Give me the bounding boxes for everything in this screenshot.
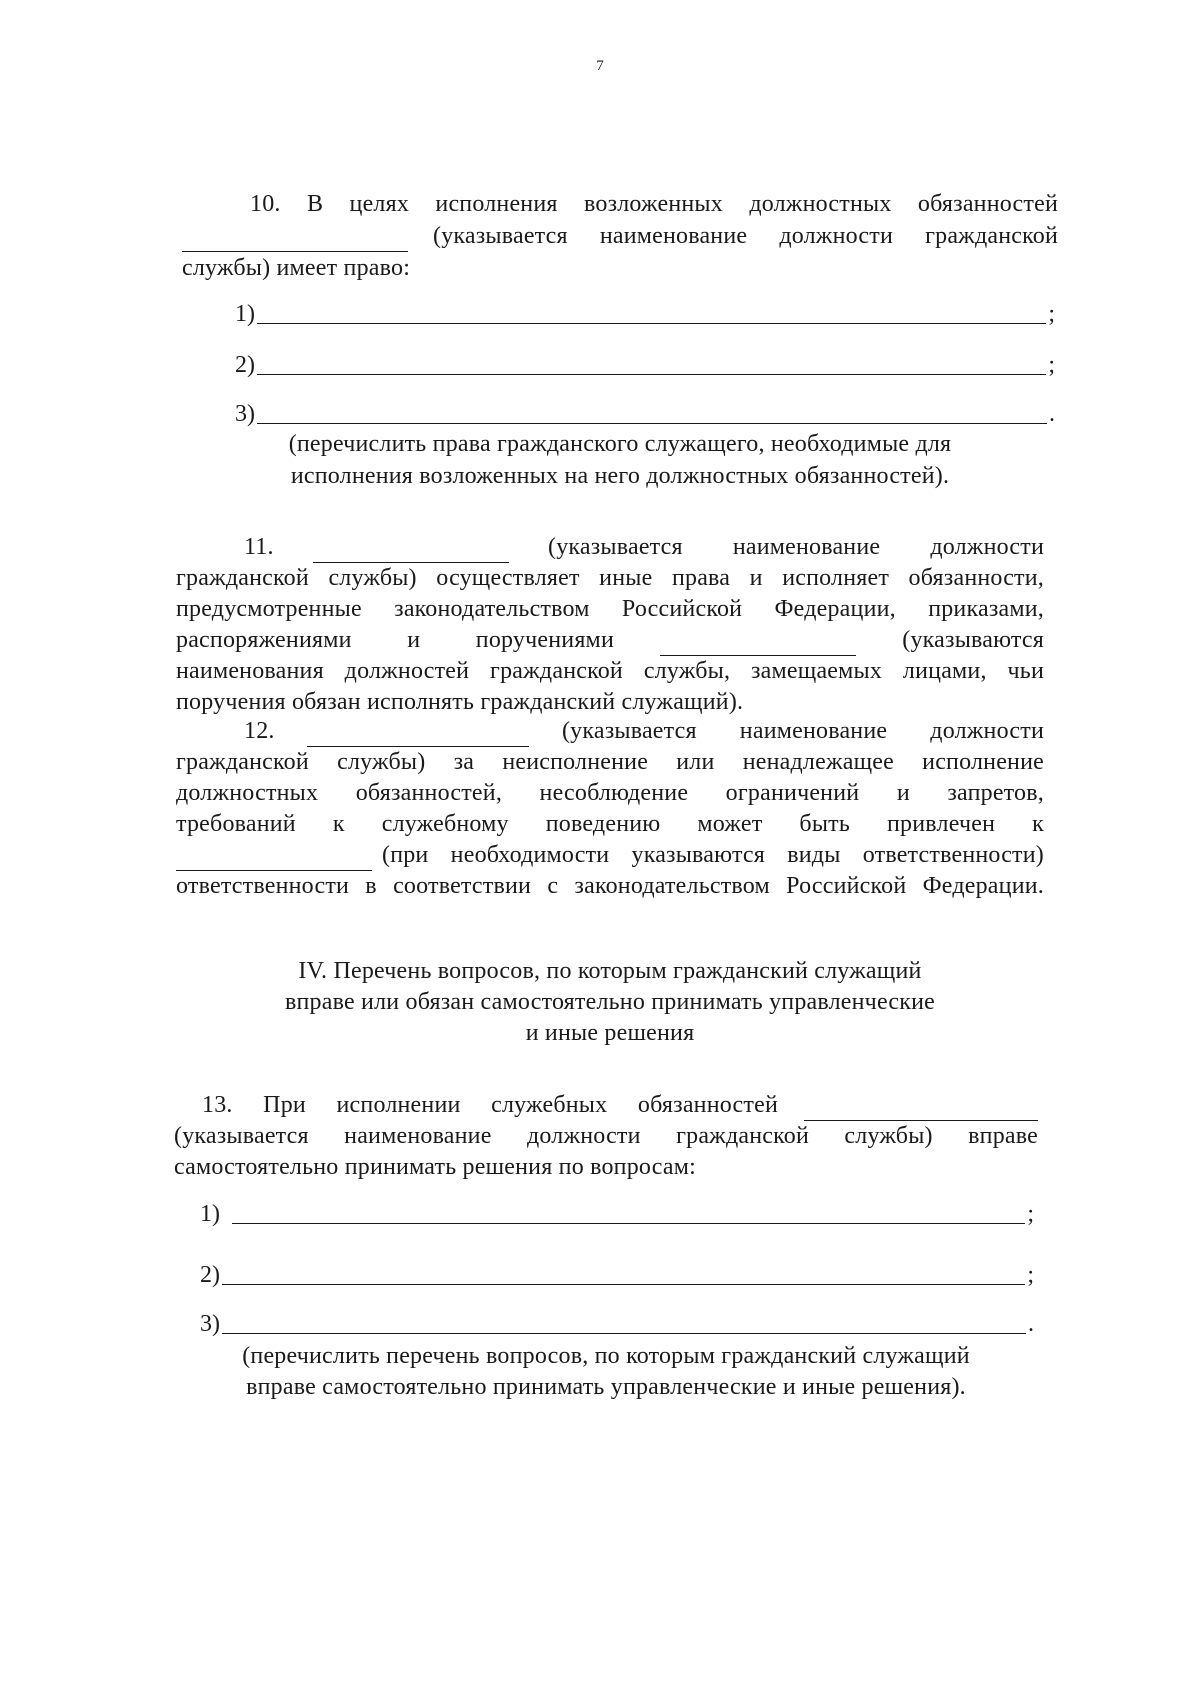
position-blank	[313, 540, 509, 563]
paragraph-12-line-3: должностных обязанностей, несоблюдение ограничений и запретов,	[176, 780, 1044, 806]
list-item-ending: ;	[1027, 1262, 1034, 1288]
paragraph-10-line-2	[182, 220, 1058, 252]
blank-line	[222, 1311, 1026, 1334]
list-item-ending: ;	[1048, 352, 1055, 378]
list-item-number: 2)	[200, 1262, 220, 1288]
paragraph-12-line-4: требований к служебному поведению может быть привлечен к	[176, 811, 1044, 837]
paragraph-10-line-2-text: (указывается наименование должности гражданской	[433, 223, 1058, 249]
rights-note-line-1: (перечислить права гражданского служащего, необходимые для	[288, 431, 952, 457]
paragraph-number: 12.	[244, 718, 275, 744]
paragraph-11-line-5: наименования должностей гражданской службы, замещаемых лицами, чьи	[176, 658, 1044, 684]
section-heading-line-3: и иные решения	[525, 1020, 695, 1046]
paragraph-11-line-1-text: (указывается наименование должности	[548, 534, 1044, 560]
questions-note-line-2: вправе самостоятельно принимать управленческие и иные решения).	[246, 1374, 966, 1400]
paragraph-number: 11.	[244, 534, 274, 560]
blank-line	[257, 401, 1047, 424]
questions-note-line-1: (перечислить перечень вопросов, по которым гражданский служащий	[242, 1343, 970, 1369]
paragraph-12-line-5-text: (при необходимости указываются виды ответственности)	[382, 842, 1044, 868]
rights-list-item	[235, 298, 1055, 330]
position-blank	[307, 724, 529, 747]
paragraph-12-line-2: гражданской службы) за неисполнение или ненадлежащее исполнение	[176, 749, 1044, 775]
paragraph-11-line-4	[176, 624, 1044, 656]
position-blank	[182, 229, 408, 252]
paragraph-11-line-2: гражданской службы) осуществляет иные права и исполняет обязанности,	[176, 565, 1044, 591]
list-item-number: 3)	[235, 401, 255, 427]
paragraph-12-line-1-text: (указывается наименование должности	[561, 718, 1044, 744]
position-blank	[660, 633, 856, 656]
paragraph-13-line-1	[202, 1089, 1038, 1121]
rights-list-item	[235, 349, 1055, 381]
paragraph-11-line-6: поручения обязан исполнять гражданский служащий).	[176, 689, 744, 715]
position-blank	[804, 1098, 1038, 1121]
page-number: 7	[596, 58, 604, 74]
paragraph-10-line-3: службы) имеет право:	[182, 255, 411, 281]
list-item-ending: .	[1028, 1311, 1034, 1337]
section-heading-line-1: IV. Перечень вопросов, по которым гражданский служащий	[298, 958, 922, 984]
list-item-number: 3)	[200, 1311, 220, 1337]
section-heading-line-2: вправе или обязан самостоятельно принимать управленческие	[284, 989, 936, 1015]
paragraph-13-line-2: (указывается наименование должности гражданской службы) вправе	[174, 1123, 1038, 1149]
rights-list-item	[235, 398, 1055, 430]
questions-list-item	[200, 1259, 1034, 1291]
list-item-ending: ;	[1048, 301, 1055, 327]
paragraph-10-line-1: 10. В целях исполнения возложенных должностных обязанностей	[250, 191, 1058, 217]
paragraph-11-line-4-text: распоряжениями и поручениями	[176, 627, 614, 653]
paragraph-13-line-1-text: 13. При исполнении служебных обязанностей	[202, 1092, 778, 1118]
list-item-number: 1)	[235, 301, 255, 327]
paragraph-11-line-3: предусмотренные законодательством Российской Федерации, приказами,	[176, 596, 1044, 622]
blank-line	[257, 352, 1046, 375]
paragraph-12-line-6: ответственности в соответствии с законодательством Российской Федерации.	[176, 873, 1044, 899]
blank-line	[257, 301, 1046, 324]
paragraph-12-line-1	[244, 715, 1044, 747]
paragraph-13-line-3: самостоятельно принимать решения по вопросам:	[174, 1154, 696, 1180]
blank-line	[222, 1262, 1025, 1285]
rights-note-line-2: исполнения возложенных на него должностных обязанностей).	[290, 463, 950, 489]
questions-list-item	[200, 1198, 1034, 1230]
blank-line	[232, 1201, 1025, 1224]
responsibility-blank	[176, 848, 372, 871]
list-item-number: 1)	[200, 1201, 220, 1227]
paragraph-12-line-5	[176, 839, 1044, 871]
paragraph-11-line-1	[244, 531, 1044, 563]
list-item-ending: .	[1049, 401, 1055, 427]
questions-list-item	[200, 1308, 1034, 1340]
list-item-number: 2)	[235, 352, 255, 378]
paragraph-11-line-4-end: (указываются	[902, 627, 1044, 653]
list-item-ending: ;	[1027, 1201, 1034, 1227]
